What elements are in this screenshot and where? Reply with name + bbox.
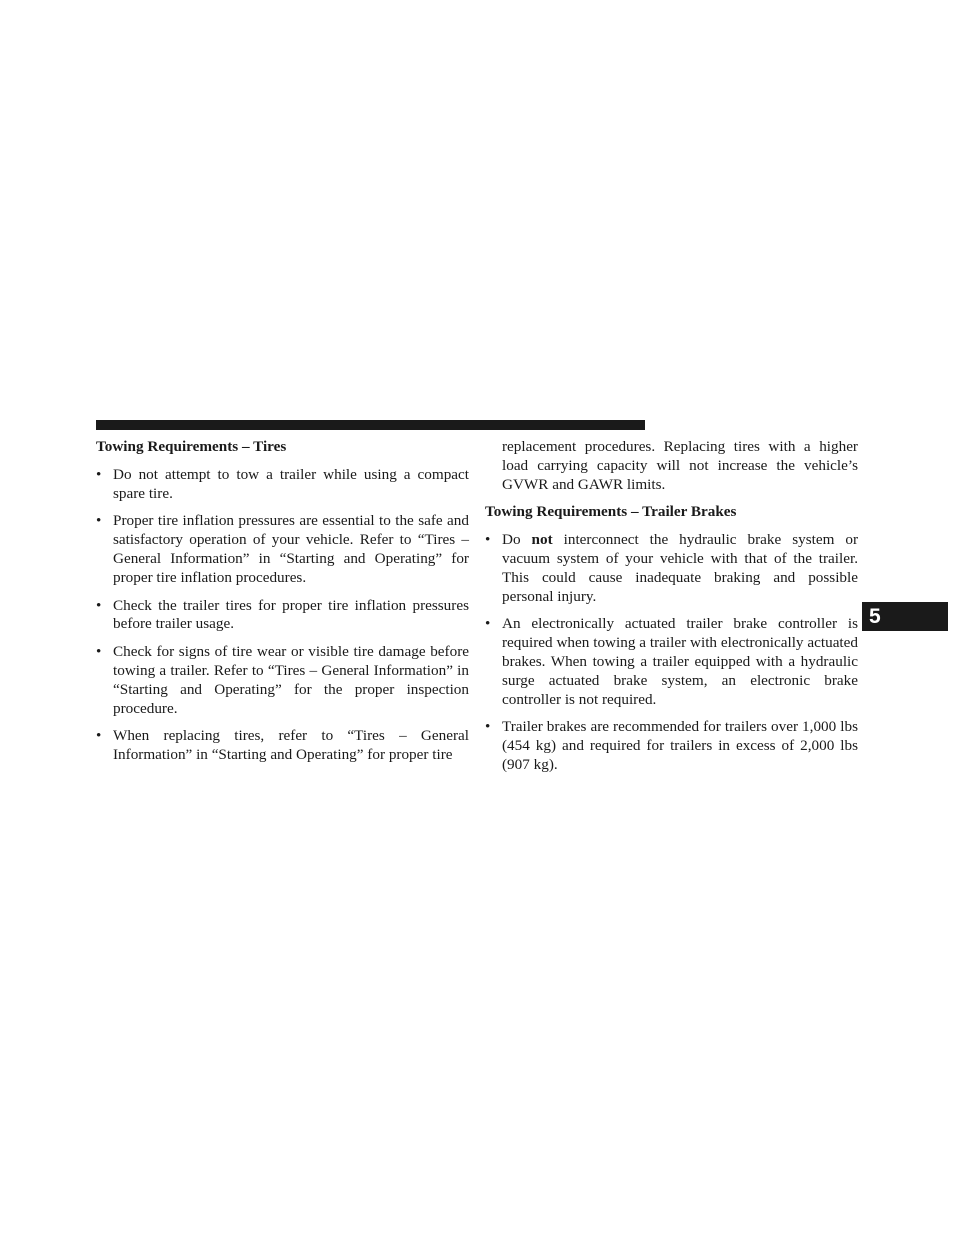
emphasis-not: not bbox=[531, 531, 553, 549]
list-item-text-post: interconnect the hydraulic brake system or vacuum system of your vehicle with that of the trailer. This could cause inadequate braking and possible personal injury. bbox=[502, 531, 859, 605]
section-divider-bar bbox=[96, 420, 645, 430]
list-item-text: Check the trailer tires for proper tire inflation pressures before trailer usage. bbox=[113, 596, 469, 633]
list-item bbox=[96, 643, 469, 718]
bullet-icon: • bbox=[485, 615, 491, 633]
chapter-tab: 5 bbox=[862, 602, 948, 631]
tires-bullet-list bbox=[96, 466, 469, 765]
list-item bbox=[485, 531, 858, 606]
list-item bbox=[96, 512, 469, 587]
list-item bbox=[96, 727, 469, 765]
list-item-text: Check for signs of tire wear or visible tire damage before towing a trailer. Refer to “Tires – General Information” in “Starting and Operating” for the proper inspection procedure. bbox=[113, 643, 469, 717]
bullet-icon: • bbox=[96, 643, 102, 661]
bullet-icon: • bbox=[96, 512, 102, 530]
bullet-icon: • bbox=[96, 596, 102, 614]
list-item-text: Proper tire inflation pressures are essential to the safe and satisfactory operation of your vehicle. Refer to “Tires – General Information” in “Starting and Operating” for proper tire inflation procedures. bbox=[113, 512, 469, 586]
list-item bbox=[96, 597, 469, 635]
list-item bbox=[485, 615, 858, 709]
bullet-icon: • bbox=[485, 718, 491, 736]
list-item-text: Do not attempt to tow a trailer while using a compact spare tire. bbox=[113, 465, 469, 502]
heading-towing-tires: Towing Requirements – Tires bbox=[96, 438, 287, 455]
left-column bbox=[96, 438, 469, 774]
list-item-text-pre: Do bbox=[502, 531, 532, 549]
heading-towing-trailer-brakes: Towing Requirements – Trailer Brakes bbox=[485, 503, 737, 521]
brakes-bullet-list bbox=[485, 531, 858, 775]
list-item-text: An electronically actuated trailer brake controller is required when towing a trailer with electronically actuated brakes. When towing a trailer equipped with a hydraulic surge actuated brake system, an electronic brake controller is not required. bbox=[502, 615, 858, 708]
bullet-icon: • bbox=[485, 531, 491, 549]
right-column bbox=[485, 438, 858, 784]
list-item-text: When replacing tires, refer to “Tires – General Information” in “Starting and Operating” for proper tire bbox=[113, 727, 469, 764]
bullet-icon: • bbox=[96, 465, 102, 483]
list-item-text: Trailer brakes are recommended for trailers over 1,000 lbs (454 kg) and required for trailers in excess of 2,000 lbs (907 kg). bbox=[502, 718, 858, 773]
continued-paragraph: replacement procedures. Replacing tires with a higher load carrying capacity will not increase the vehicle’s GVWR and GAWR limits. bbox=[502, 438, 858, 493]
list-item bbox=[96, 466, 469, 504]
bullet-icon: • bbox=[96, 727, 102, 745]
list-item bbox=[485, 718, 858, 774]
